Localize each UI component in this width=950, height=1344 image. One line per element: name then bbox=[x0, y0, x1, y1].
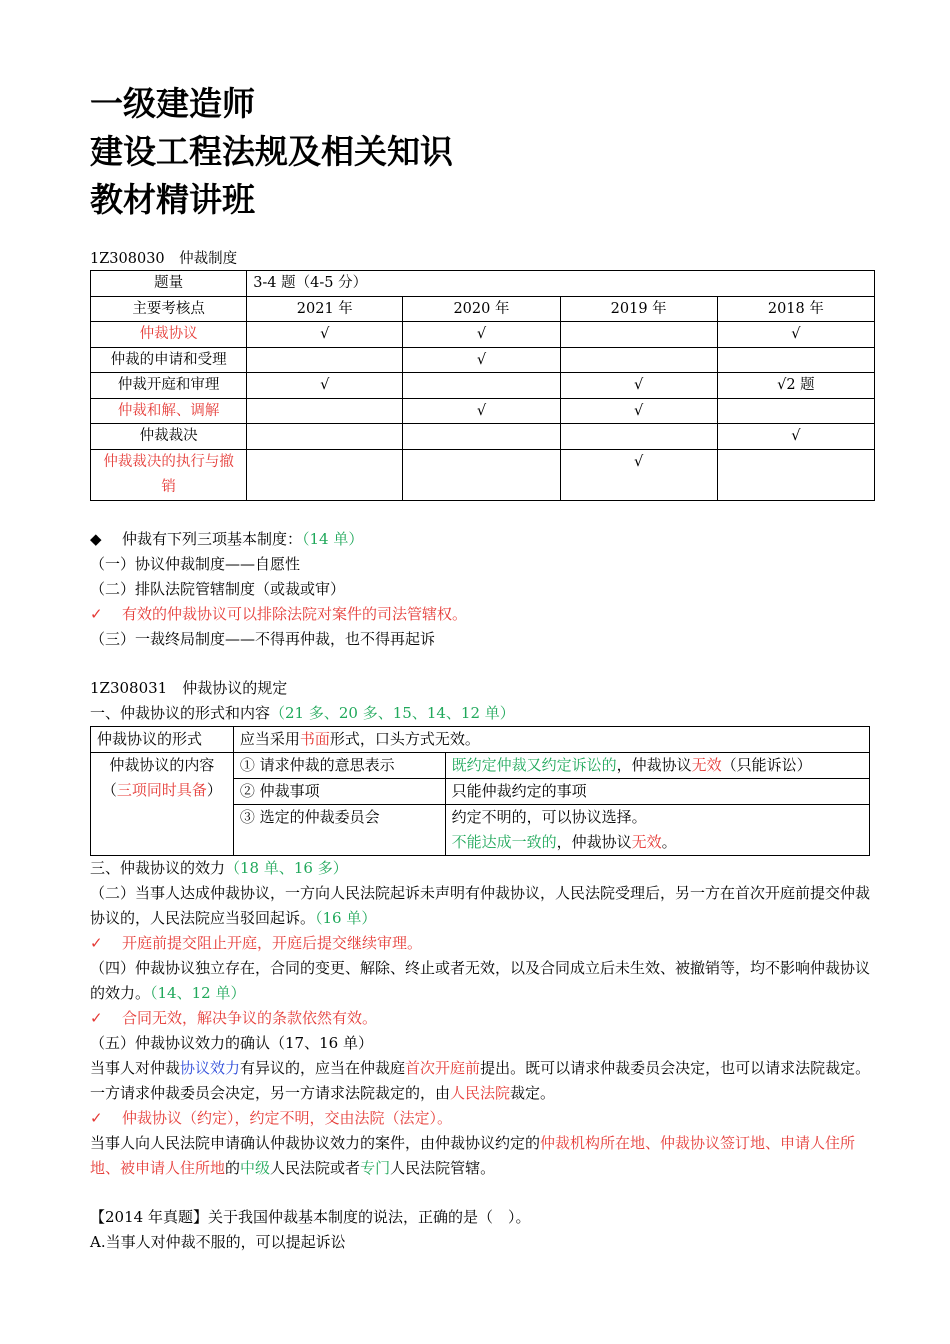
para-effect-confirm: 当事人对仲裁协议效力有异议的，应当在仲裁庭首次开庭前提出。既可以请求仲裁委员会决定，也可以请求法院裁定。一方请求仲裁委员会决定，另一方请求法院裁定的，由人民法院裁定。 bbox=[90, 1058, 871, 1102]
year-header: 2018 年 bbox=[717, 296, 874, 322]
cell bbox=[247, 347, 403, 373]
table-row bbox=[91, 322, 875, 348]
cell: √ bbox=[247, 322, 403, 348]
point-name: 仲裁裁决 bbox=[91, 424, 247, 450]
note-agreement-law: ✓ 仲裁协议（约定），约定不明，交由法院（法定）。 bbox=[90, 1106, 880, 1131]
basics-item-2: （二）排队法院管辖制度（或裁或审） bbox=[90, 579, 346, 598]
point-name: 仲裁和解、调解 bbox=[91, 398, 247, 424]
cell bbox=[403, 373, 560, 399]
cell bbox=[403, 424, 560, 450]
qty-label: 题量 bbox=[91, 271, 247, 297]
table-row bbox=[91, 752, 870, 778]
year-header: 2019 年 bbox=[560, 296, 717, 322]
table-row bbox=[91, 424, 875, 450]
check-mark-icon: ✓ bbox=[90, 1008, 103, 1027]
point-name: 仲裁裁决的执行与撤销 bbox=[91, 449, 247, 500]
cell: √ bbox=[247, 373, 403, 399]
check-mark-icon: ✓ bbox=[90, 1108, 103, 1127]
year-header: 2020 年 bbox=[403, 296, 560, 322]
cell: √ bbox=[717, 322, 874, 348]
cell bbox=[247, 398, 403, 424]
form-desc: 应当采用书面形式，口头方式无效。 bbox=[233, 726, 869, 752]
point-name: 仲裁协议 bbox=[91, 322, 247, 348]
para-effect-5: （五）仲裁协议效力的确认（17、16 单） bbox=[90, 1033, 373, 1052]
cell bbox=[247, 449, 403, 500]
document-page bbox=[90, 78, 880, 1255]
cell: √ bbox=[560, 398, 717, 424]
cell bbox=[560, 322, 717, 348]
cell bbox=[247, 424, 403, 450]
table-row bbox=[91, 347, 875, 373]
section-code-1z308030: 1Z308030 仲裁制度 bbox=[90, 251, 238, 267]
basics-intro: ◆ 仲裁有下列三项基本制度：（14 单） bbox=[90, 527, 880, 552]
cell: √ bbox=[403, 322, 560, 348]
check-mark-icon: ✓ bbox=[90, 933, 103, 952]
frequency-table bbox=[90, 270, 875, 501]
point-name: 仲裁开庭和审理 bbox=[91, 373, 247, 399]
table-row bbox=[91, 398, 875, 424]
basics-item-1: （一）协议仲裁制度——自愿性 bbox=[90, 554, 301, 573]
exam-question: 【2014 年真题】关于我国仲裁基本制度的说法，正确的是（ ）。 bbox=[90, 1207, 531, 1226]
cell bbox=[560, 347, 717, 373]
basics-item-3: （三）一裁终局制度——不得再仲裁，也不得再起诉 bbox=[90, 629, 436, 648]
diamond-bullet-icon: ◆ bbox=[90, 529, 102, 548]
heading-form-content: 一、仲裁协议的形式和内容（21 多、20 多、15、14、12 单） bbox=[90, 703, 515, 722]
note-contract-invalid: ✓ 合同无效，解决争议的条款依然有效。 bbox=[90, 1006, 880, 1031]
content-label: 仲裁协议的内容 （三项同时具备） bbox=[91, 752, 234, 855]
table-row bbox=[91, 726, 870, 752]
cell bbox=[717, 347, 874, 373]
qty-value: 3-4 题（4-5 分） bbox=[247, 271, 875, 297]
table-row bbox=[91, 296, 875, 322]
heading-effect: 三、仲裁协议的效力（18 单、16 多） bbox=[90, 858, 348, 877]
cell bbox=[717, 449, 874, 500]
para-jurisdiction: 当事人向人民法院申请确认仲裁协议效力的案件，由仲裁协议约定的仲裁机构所在地、仲裁协议签订地、申请人住所地、被申请人住所地的中级人民法院或者专门人民法院管辖。 bbox=[90, 1133, 856, 1177]
table-row bbox=[91, 271, 875, 297]
agreement-form-table bbox=[90, 726, 870, 856]
content-item-3: ③ 选定的仲裁委员会 bbox=[233, 804, 445, 855]
doc-title-line2: 建设工程法规及相关知识 bbox=[90, 132, 453, 171]
doc-title-line3: 教材精讲班 bbox=[90, 180, 255, 219]
cell bbox=[403, 449, 560, 500]
table-row bbox=[91, 373, 875, 399]
para-effect-2: （二）当事人达成仲裁协议，一方向人民法院起诉未声明有仲裁协议，人民法院受理后，另一方在首次开庭前提交仲裁协议的，人民法院应当驳回起诉。（16 单） bbox=[90, 883, 871, 927]
cell: √ bbox=[403, 347, 560, 373]
content-item-2: ② 仲裁事项 bbox=[233, 778, 445, 804]
cell: √ bbox=[717, 424, 874, 450]
basics-note: ✓ 有效的仲裁协议可以排除法院对案件的司法管辖权。 bbox=[90, 602, 880, 627]
doc-title-line1: 一级建造师 bbox=[90, 84, 255, 123]
cell: √ bbox=[560, 373, 717, 399]
form-label: 仲裁协议的形式 bbox=[91, 726, 234, 752]
point-name: 仲裁的申请和受理 bbox=[91, 347, 247, 373]
content-item-1: ① 请求仲裁的意思表示 bbox=[233, 752, 445, 778]
content-item-1-desc: 既约定仲裁又约定诉讼的，仲裁协议无效（只能诉讼） bbox=[445, 752, 869, 778]
cell bbox=[717, 398, 874, 424]
check-mark-icon: ✓ bbox=[90, 604, 103, 623]
content-item-3-desc: 约定不明的，可以协议选择。 不能达成一致的，仲裁协议无效。 bbox=[445, 804, 869, 855]
cell: √ bbox=[403, 398, 560, 424]
year-header: 2021 年 bbox=[247, 296, 403, 322]
cell bbox=[560, 424, 717, 450]
note-open-court: ✓ 开庭前提交阻止开庭，开庭后提交继续审理。 bbox=[90, 931, 880, 956]
cell: √2 题 bbox=[717, 373, 874, 399]
section-code-1z308031: 1Z308031 仲裁协议的规定 bbox=[90, 678, 288, 697]
points-label: 主要考核点 bbox=[91, 296, 247, 322]
cell: √ bbox=[560, 449, 717, 500]
table-row bbox=[91, 449, 875, 500]
para-effect-4: （四）仲裁协议独立存在，合同的变更、解除、终止或者无效，以及合同成立后未生效、被撤销等，均不影响仲裁协议的效力。（14、12 单） bbox=[90, 958, 871, 1002]
content-item-2-desc: 只能仲裁约定的事项 bbox=[445, 778, 869, 804]
exam-option-a: A.当事人对仲裁不服的，可以提起诉讼 bbox=[90, 1232, 346, 1251]
